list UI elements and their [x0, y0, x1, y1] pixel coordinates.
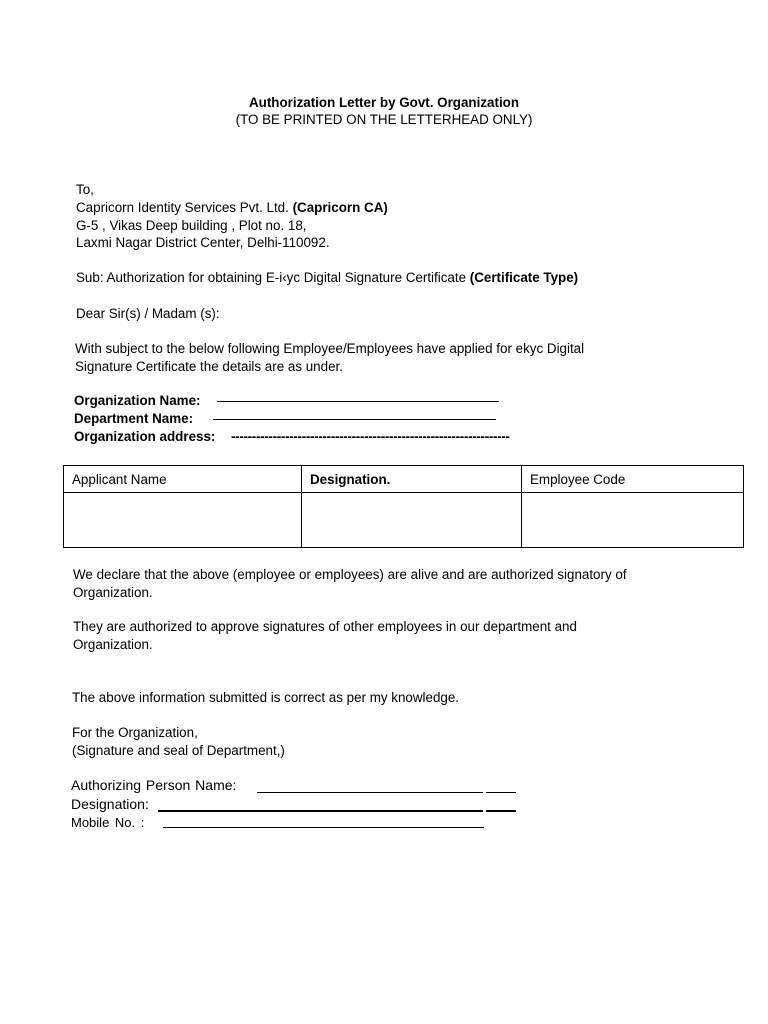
address-company-short: (Capricorn CA) [292, 200, 388, 215]
authorizing-person-blank[interactable] [257, 792, 483, 793]
mobile-label: Mobile No. : [71, 815, 145, 830]
salutation: Dear Sir(s) / Madam (s): [76, 306, 220, 321]
letter-subtitle: (TO BE PRINTED ON THE LETTERHEAD ONLY) [235, 112, 533, 127]
applicant-table [63, 465, 744, 548]
declaration-line-1: We declare that the above (employee or employees) are alive and are authorized signatory of [73, 567, 627, 582]
header-employee-code: Employee Code [522, 466, 744, 493]
cell-designation[interactable] [302, 493, 522, 548]
header-designation: Designation. [302, 466, 522, 493]
declaration-line-2: Organization. [73, 585, 153, 600]
subject-text: Sub: Authorization for obtaining E-i‹yc Digital Signature Certificate [76, 270, 467, 285]
closing-line-1: For the Organization, [72, 725, 198, 740]
letter-title: Authorization Letter by Govt. Organization [248, 95, 520, 110]
department-name-label: Department Name: [74, 411, 194, 426]
confirmation-text: The above information submitted is correct as per my knowledge. [72, 690, 460, 705]
closing-line-2: (Signature and seal of Department,) [72, 743, 285, 758]
designation-label: Designation: [71, 796, 149, 812]
table-row [64, 493, 744, 548]
address-company-line [76, 199, 388, 216]
intro-line-1: With subject to the below following Employee/Employees have applied for ekyc Digital [75, 341, 585, 356]
designation-blank-tail [486, 810, 516, 812]
address-line-2: Laxmi Nagar District Center, Delhi-110092. [76, 235, 330, 250]
address-company: Capricorn Identity Services Pvt. Ltd. [76, 200, 289, 215]
address-line-1: G-5 , Vikas Deep building , Plot no. 18, [76, 218, 307, 233]
department-name-blank[interactable] [213, 419, 496, 420]
organization-name-blank[interactable] [217, 401, 499, 402]
address-to: To, [76, 182, 94, 197]
organization-address-blank[interactable]: ------------------------------------------------------------------- [231, 429, 510, 444]
authorizing-person-blank-tail [486, 792, 516, 793]
mobile-blank[interactable] [163, 827, 484, 828]
organization-address-label: Organization address: [74, 429, 216, 444]
authorization-line-1: They are authorized to approve signatures of other employees in our department and [73, 619, 577, 634]
table-header-row [64, 466, 744, 493]
organization-name-label: Organization Name: [74, 393, 201, 408]
authorizing-person-label: Authorizing Person Name: [71, 777, 237, 793]
designation-blank[interactable] [158, 810, 483, 812]
subject-line [76, 269, 578, 286]
cell-applicant-name[interactable] [64, 493, 302, 548]
intro-line-2: Signature Certificate the details are as under. [75, 359, 343, 374]
certificate-type: (Certificate Type) [469, 270, 579, 285]
cell-employee-code[interactable] [522, 493, 744, 548]
header-applicant-name: Applicant Name [64, 466, 302, 493]
authorization-line-2: Organization. [73, 637, 153, 652]
